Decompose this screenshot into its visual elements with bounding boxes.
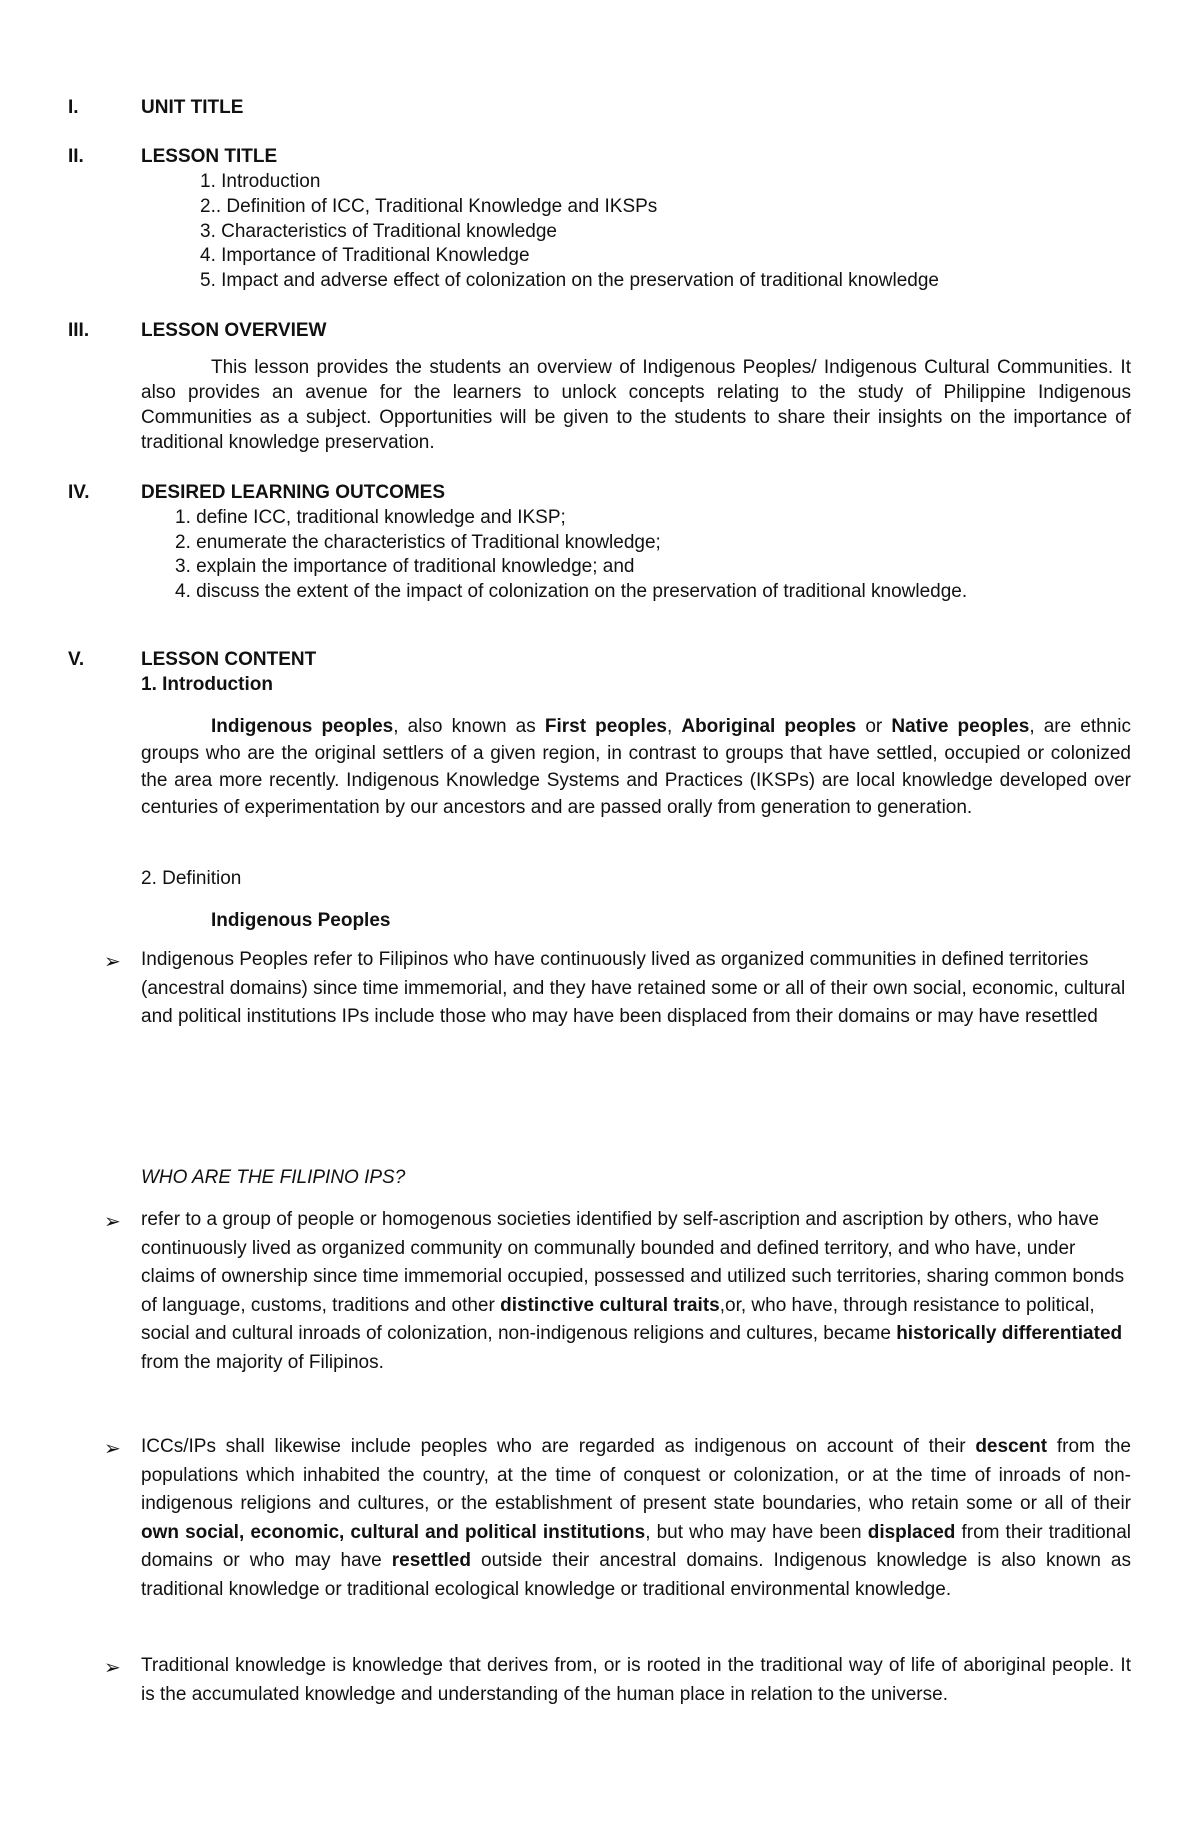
outcome-item: 1. define ICC, traditional knowledge and IKSP; xyxy=(175,507,566,528)
lesson-title-item: 2.. Definition of ICC, Traditional Knowledge and IKSPs xyxy=(200,196,658,217)
section-numeral-2: II. xyxy=(68,146,84,167)
bullet3-text: , but who may have been xyxy=(645,1521,868,1543)
desired-outcomes-heading: DESIRED LEARNING OUTCOMES xyxy=(141,482,446,503)
bullet-arrow-icon: ➢ xyxy=(104,1211,121,1233)
bullet3-text: outside their ancestral domains. Indigenous knowledge is also known as traditional knowledge or traditional ecological knowledge or traditional environmental knowledge. xyxy=(141,1550,1131,1600)
bullet-text-1: Indigenous Peoples refer to Filipinos who have continuously lived as organized communities in defined territories (ancestral domains) since time immemorial, and they have retained some or all of their own social, economic, cultural and political institutions IPs include those who may have been displaced from their domains or may have resettled xyxy=(141,949,1126,1027)
bullet-text-4: Traditional knowledge is knowledge that derives from, or is rooted in the traditional way of life of aboriginal people. It is the accumulated knowledge and understanding of the human place in relation to the universe. xyxy=(141,1655,1131,1705)
term-indigenous-peoples: Indigenous peoples xyxy=(211,716,394,737)
bullet-arrow-icon: ➢ xyxy=(104,1657,121,1679)
bullet3-bold: resettled xyxy=(391,1550,471,1571)
bullet-arrow-icon: ➢ xyxy=(104,1438,121,1460)
outcome-item: 3. explain the importance of traditional knowledge; and xyxy=(175,556,635,577)
unit-title-heading: UNIT TITLE xyxy=(141,97,244,118)
bullet2-text: ,or, who have, through resistance to political, social and cultural inroads of colonization, non-indigenous religions and cultures, became xyxy=(141,1294,1095,1344)
lesson-title-item: 1. Introduction xyxy=(200,171,321,192)
lesson-overview-text: This lesson provides the students an overview of Indigenous Peoples/ Indigenous Cultural Communities. It also provides an avenue for the learners to unlock concepts relating to the study of Philippine Indigenous Communities as a subject. Opportunities will be given to the students to share their insights on the importance of traditional knowledge preservation. xyxy=(141,357,1131,453)
bullet3-bold: displaced xyxy=(867,1521,956,1543)
lesson-title-item: 4. Importance of Traditional Knowledge xyxy=(200,245,530,266)
bullet-text-3 xyxy=(141,1433,1131,1604)
bullet3-text: ICCs/IPs shall likewise include peoples who are regarded as indigenous on account of their xyxy=(141,1436,976,1457)
who-are-ips-heading: WHO ARE THE FILIPINO IPS? xyxy=(141,1167,406,1188)
introduction-subheading: 1. Introduction xyxy=(141,674,273,695)
bullet-text-2 xyxy=(141,1206,1131,1377)
definition-label: 2. Definition xyxy=(141,868,242,889)
intro-text: or xyxy=(856,716,892,737)
outcome-item: 4. discuss the extent of the impact of colonization on the preservation of traditional knowledge. xyxy=(175,581,968,602)
section-numeral-3: III. xyxy=(68,320,90,341)
lesson-content-heading: LESSON CONTENT xyxy=(141,649,317,670)
term-native-peoples: Native peoples xyxy=(891,716,1030,737)
intro-text: , xyxy=(666,716,682,737)
lesson-title-heading: LESSON TITLE xyxy=(141,146,278,167)
bullet-arrow-icon: ➢ xyxy=(104,951,121,973)
lesson-title-item: 3. Characteristics of Traditional knowledge xyxy=(200,221,557,242)
bullet2-bold: historically differentiated xyxy=(896,1323,1123,1344)
intro-text: , are ethnic groups who are the original settlers of a given region, in contrast to groups that have settled, occupied or colonized the area more recently. Indigenous Knowledge Systems and Practices (IKSPs) are local knowledge developed over centuries of experimentation by our ancestors and are passed orally from generation to generation. xyxy=(141,716,1132,818)
introduction-paragraph xyxy=(141,713,1131,821)
bullet3-text: from their traditional domains or who may have xyxy=(141,1521,1131,1571)
outcome-item: 2. enumerate the characteristics of Traditional knowledge; xyxy=(175,532,661,553)
section-numeral-4: IV. xyxy=(68,482,90,503)
indigenous-peoples-heading: Indigenous Peoples xyxy=(211,910,391,931)
section-numeral-1: I. xyxy=(68,97,79,118)
term-aboriginal-peoples: Aboriginal peoples xyxy=(681,716,857,737)
lesson-overview-heading: LESSON OVERVIEW xyxy=(141,320,327,341)
term-first-peoples: First peoples xyxy=(544,716,667,737)
bullet2-bold: distinctive cultural traits xyxy=(500,1294,720,1316)
intro-text: , also known as xyxy=(393,716,545,737)
section-numeral-5: V. xyxy=(68,649,85,670)
bullet3-bold: own social, economic, cultural and political institutions xyxy=(141,1521,646,1543)
lesson-title-item: 5. Impact and adverse effect of colonization on the preservation of traditional knowledge xyxy=(200,270,939,291)
bullet3-bold: descent xyxy=(975,1436,1048,1457)
bullet2-text: from the majority of Filipinos. xyxy=(141,1351,384,1373)
bullet2-text: refer to a group of people or homogenous societies identified by self-ascription and ascription by others, who have continuously lived as organized community on communally bounded and defined territory, and who have, under claims of ownership since time immemorial occupied, possessed and utilized such territories, sharing common bonds of language, customs, traditions and other xyxy=(141,1209,1125,1316)
bullet3-text: from the populations which inhabited the country, at the time of conquest or colonization, or at the time of inroads of non-indigenous religions and cultures, or the establishment of present state boundaries, who retain some or all of their xyxy=(141,1436,1131,1514)
